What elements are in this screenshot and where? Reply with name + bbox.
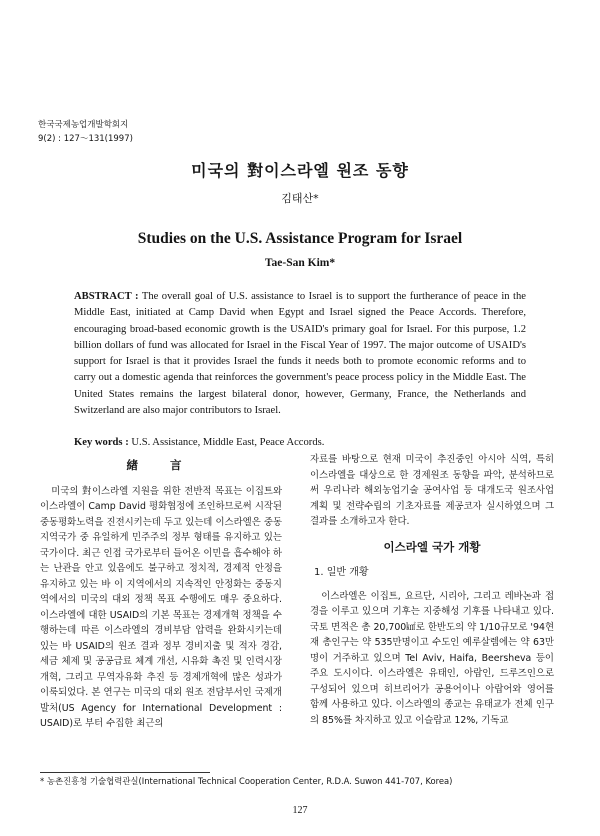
korean-author: 김태산* bbox=[281, 192, 319, 205]
right-column bbox=[310, 452, 554, 728]
introduction-body bbox=[40, 484, 282, 732]
journal-info bbox=[38, 118, 133, 146]
journal-citation: 9(2) : 127～131(1997) bbox=[38, 134, 133, 144]
keywords-label: Key words : bbox=[74, 437, 129, 448]
left-column bbox=[40, 452, 282, 732]
english-title: Studies on the U.S. Assistance Program for Israel bbox=[137, 230, 463, 247]
section-heading-introduction: 緖 言 bbox=[126, 458, 196, 472]
abstract-label: ABSTRACT : bbox=[74, 291, 139, 302]
journal-name: 한국국제농업개발학회지 bbox=[38, 120, 129, 130]
introduction-paragraph: 미국의 對이스라엘 지원을 위한 전반적 목표는 이집트와 이스라엘이 Camp David 평화협정에 조인하므로써 시작된 중동평화노력을 진전시키는데 두고 있는데 이스라엘은 중동지역국가 중 유일하게 민주주의 정부 형태를 유지하고 있는 국가이다. 최근 인접 국가로부터 들어온 이민을 흡수해야 하는 난관을 안고 있음에도 불구하고 정치적, 경제적 안정을 유지하고 있는 바 이 지역에서의 지속적인 안정화는 중동지역에서의 미국의 대외 정책 목표 수행에도 매우 중요하다. 이스라엘에 대한 USAID의 기본 목표는 경제개혁 정책을 수행하는데 따른 이스라엘의 경비부담 압력을 완화시키는데 있는 바 USAID의 원조 결과 정부 경비지출 및 적자 경감, 세금 체제 및 공공급료 체계 개선, 시유화 촉진 및 인력시장 개혁, 그리고 무역자유화 추진 등 경제개혁에 많은 성과가 이룩되었다. 본 연구는 미국의 대외 원조 전담부서인 국제개발처(US Agency for International Development : USAID)로 부터 수집한 최근의 bbox=[40, 485, 282, 729]
continuation-paragraph: 자료를 바탕으로 현재 미국이 추진중인 아시아 식역, 특히 이스라엘을 대상으로 한 경제원조 동향을 파악, 분석하므로써 우리나라 해외농업기술 공여사업 등 대개도국 원조사업 계획 및 전략수립의 기초자료를 제공코자 실시하였으며 그 결과를 소개하고자 한다. bbox=[310, 454, 554, 527]
korean-title: 미국의 對이스라엘 원조 동향 bbox=[191, 161, 409, 180]
footnote-separator bbox=[40, 772, 210, 773]
english-author: Tae-San Kim* bbox=[264, 257, 336, 269]
keywords bbox=[74, 437, 526, 448]
section-heading-country-overview: 이스라엘 국가 개황 bbox=[383, 539, 481, 554]
continuation-body bbox=[310, 452, 554, 530]
overview-body bbox=[310, 589, 554, 729]
footnote: * 농촌진흥청 기술협력관실(International Technical Cooperation Center, R.D.A. Suwon 441-707, Korea) bbox=[40, 776, 453, 786]
page-number: 127 bbox=[292, 805, 308, 816]
overview-paragraph: 이스라엘은 이집트, 요르단, 시리아, 그리고 레바논과 접경을 이루고 있으며 기후는 지중해성 기후를 나타내고 있다. 국토 면적은 총 20,700㎢로 한반도의 약 1/10규모로 '94현재 총인구는 약 535만명이고 수도인 예루살렘에는 약 63만명이 거주하고 있으며 Tel Aviv, Haifa, Beersheva 등이 주요 도시이다. 이스라엘은 유태인, 아랍인, 드루즈인으로 구성되어 있으며 히브리어가 공용어이나 아랍어와 영어를 함께 사용하고 있다. 이스라엘의 종교는 유태교가 전체 인구의 85%를 차지하고 있고 이슬람교 12%, 기독교 bbox=[310, 590, 554, 726]
keywords-text: U.S. Assistance, Middle East, Peace Accords. bbox=[131, 437, 325, 448]
abstract bbox=[74, 289, 526, 419]
subsection-heading: 1. 일반 개황 bbox=[314, 567, 369, 578]
abstract-text: The overall goal of U.S. assistance to Israel is to support the furtherance of peace in the Middle East, initiated at Camp David when Egypt and Israel signed the Peace Accords. Therefore, encouraging broad-based economic growth is the USAID's primary goal for Israel. For this purpose, 1.2 billion dollars of fund was allocated for Israel in the Fiscal Year of 1997. The major outcome of USAID's support for Israel is that it provides Israel the funds it needs both to promote economic reforms and to carry out a domestic agenda that reinforces the government's peace process policy in the Middle East. The United States remains the largest bilateral donor, however, Germany, France, the Netherlands and Switzerland are also major contributors to Israel. bbox=[74, 291, 526, 417]
